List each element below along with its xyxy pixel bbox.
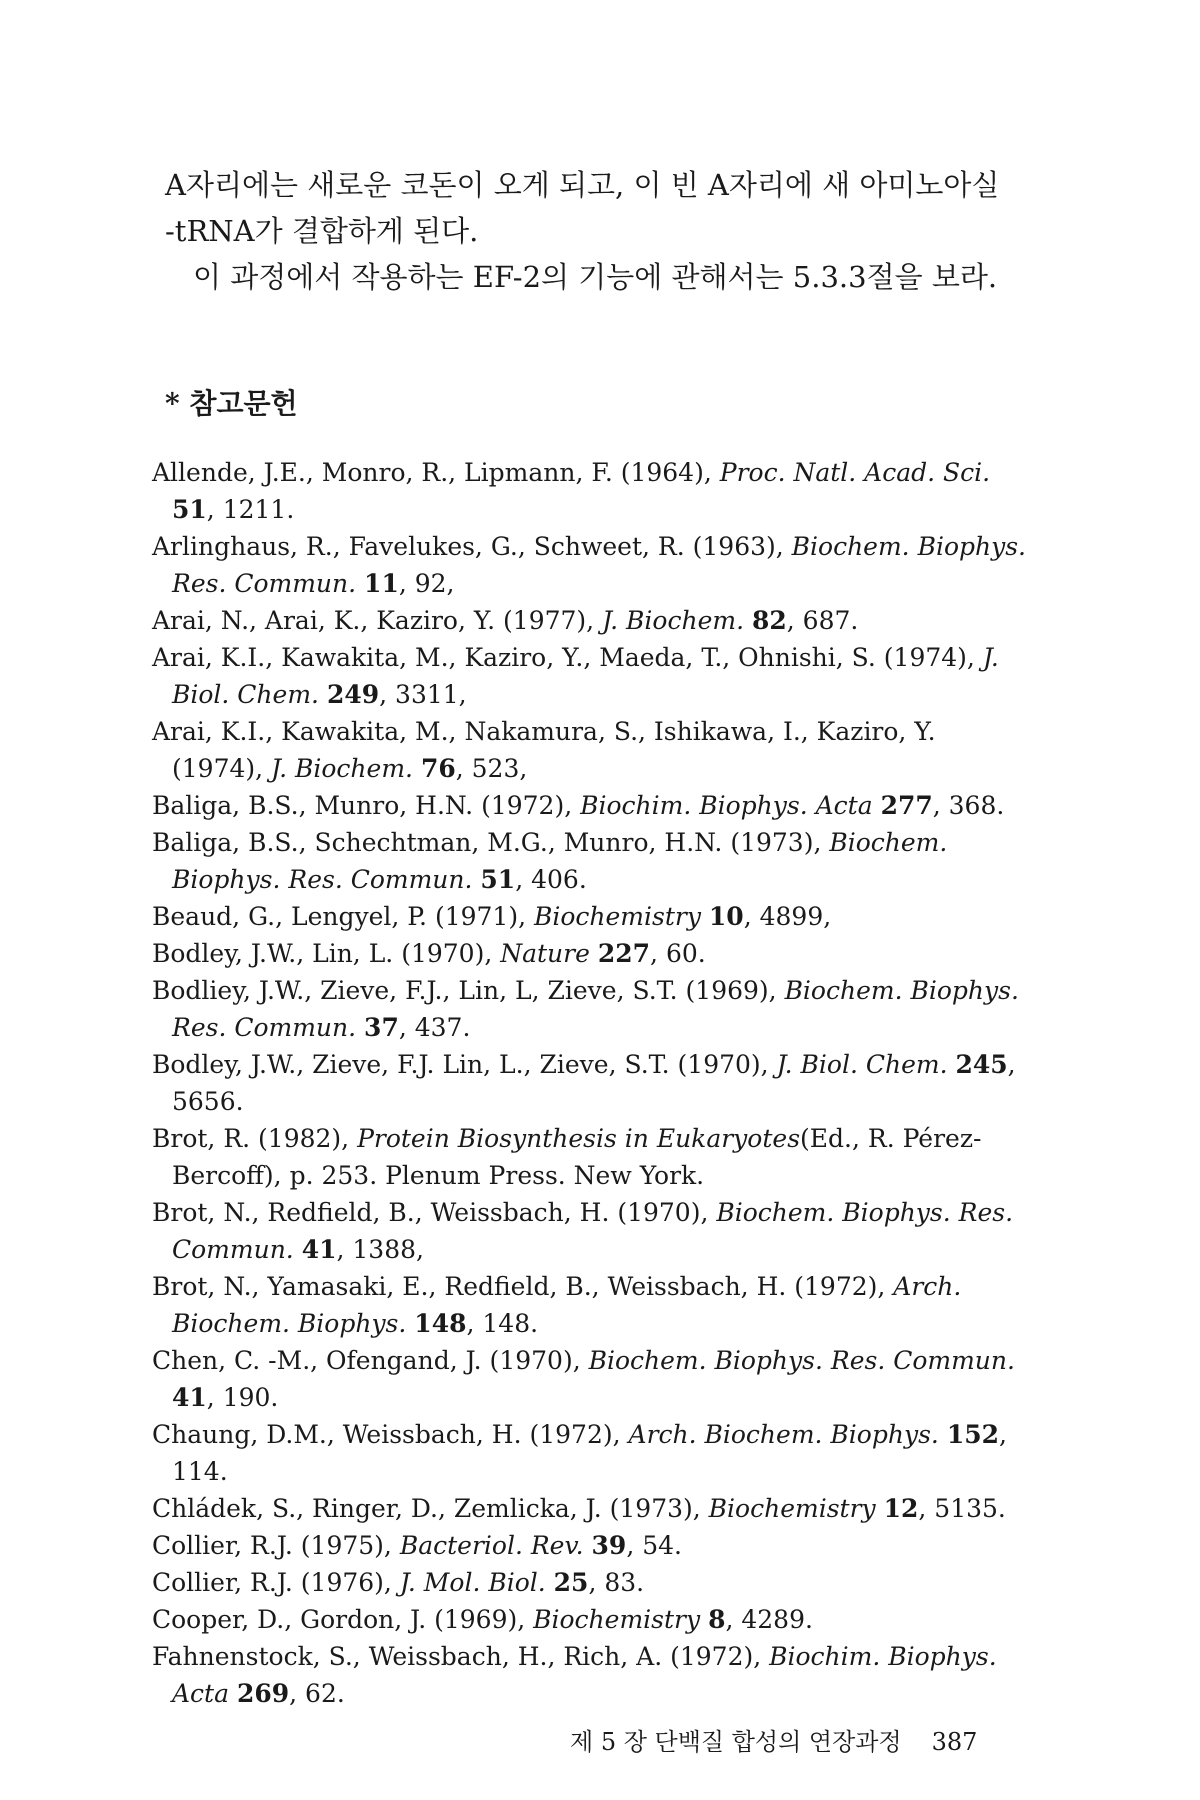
reference-authors: Brot, N., Yamasaki, E., Redfield, B., Weissbach, H. (1972), [152, 1272, 894, 1301]
reference-item [152, 1490, 1032, 1527]
reference-pages: , 83. [588, 1568, 645, 1597]
reference-item [152, 1416, 1032, 1490]
reference-journal: Arch. Biochem. Biophys. [172, 1272, 962, 1338]
reference-authors: Collier, R.J. (1975), [152, 1531, 400, 1560]
reference-volume: 245 [955, 1050, 1008, 1079]
reference-volume: 8 [708, 1605, 726, 1634]
intro-line-3: 이 과정에서 작용하는 EF-2의 기능에 관해서는 5.3.3절을 보라. [193, 260, 998, 294]
reference-journal: Proc. Natl. Acad. Sci. [719, 458, 991, 487]
reference-authors: Bodley, J.W., Zieve, F.J. Lin, L., Zieve, S.T. (1970), [152, 1050, 777, 1079]
reference-item [152, 1194, 1032, 1268]
reference-item [152, 787, 1032, 824]
references-heading: * 참고문헌 [165, 387, 298, 420]
reference-pages: , 523, [455, 754, 528, 783]
reference-pages: , 60. [650, 939, 706, 968]
reference-journal: Bacteriol. Rev. [399, 1531, 584, 1560]
reference-journal: Biochemistry [533, 902, 701, 931]
reference-authors: Chaung, D.M., Weissbach, H. (1972), [152, 1420, 629, 1449]
reference-item [152, 1601, 1032, 1638]
intro-line-1: A자리에는 새로운 코돈이 오게 되고, 이 빈 A자리에 새 아미노아실 [165, 168, 1000, 202]
reference-volume: 39 [591, 1531, 627, 1560]
reference-item [152, 898, 1032, 935]
reference-item [152, 935, 1032, 972]
reference-volume: 41 [301, 1235, 337, 1264]
reference-volume: 152 [946, 1420, 999, 1449]
reference-authors: Baliga, B.S., Schechtman, M.G., Munro, H.N. (1973), [152, 828, 830, 857]
reference-volume: 10 [708, 902, 744, 931]
page-footer [570, 1722, 977, 1757]
reference-volume: 269 [236, 1679, 290, 1708]
reference-authors: Baliga, B.S., Munro, H.N. (1972), [152, 791, 581, 820]
reference-pages: , 4899, [743, 902, 832, 931]
reference-pages: , 687. [786, 606, 859, 635]
reference-authors: Cooper, D., Gordon, J. (1969), [152, 1605, 534, 1634]
reference-item [152, 972, 1032, 1046]
reference-authors: Brot, N., Redfield, B., Weissbach, H. (1970), [152, 1198, 717, 1227]
reference-item [152, 639, 1032, 713]
reference-journal: J. Biol. Chem. [776, 1050, 948, 1079]
reference-pages: (Ed., R. Pérez-Bercoff), p. 253. Plenum Press. New York. [172, 1124, 982, 1190]
reference-journal: Biochim. Biophys. Acta [172, 1642, 997, 1708]
reference-item [152, 1120, 1032, 1194]
reference-authors: Chládek, S., Ringer, D., Zemlicka, J. (1973), [152, 1494, 709, 1523]
reference-journal: Biochem. Biophys. Res. Commun. [172, 828, 948, 894]
reference-authors: Fahnenstock, S., Weissbach, H., Rich, A. (1972), [152, 1642, 770, 1671]
reference-authors: Arlinghaus, R., Favelukes, G., Schweet, R. (1963), [152, 532, 792, 561]
reference-pages: , 437. [398, 1013, 471, 1042]
intro-paragraph [165, 162, 1045, 300]
reference-journal: Biochem. Biophys. Res. Commun. [172, 976, 1019, 1042]
reference-journal: Biochemistry [708, 1494, 876, 1523]
reference-item [152, 1342, 1032, 1416]
reference-pages: , 1388, [336, 1235, 424, 1264]
reference-journal: Biochem. Biophys. Res. Commun. [172, 1198, 1014, 1264]
chapter-title: 제 5 장 단백질 합성의 연장과정 [570, 1728, 902, 1756]
reference-item [152, 1638, 1032, 1712]
reference-pages: , 92, [398, 569, 455, 598]
reference-journal: Arch. Biochem. Biophys. [628, 1420, 939, 1449]
reference-item [152, 1268, 1032, 1342]
reference-authors: Arai, K.I., Kawakita, M., Kaziro, Y., Maeda, T., Ohnishi, S. (1974), [152, 643, 983, 672]
reference-volume: 277 [880, 791, 933, 820]
reference-item [152, 824, 1032, 898]
reference-authors: Allende, J.E., Monro, R., Lipmann, F. (1964), [152, 458, 720, 487]
reference-pages: , 5656. [172, 1050, 1016, 1116]
reference-list [152, 454, 1032, 1712]
reference-pages: , 62. [289, 1679, 345, 1708]
reference-volume: 148 [414, 1309, 467, 1338]
reference-journal: J. Biochem. [271, 754, 413, 783]
reference-item [152, 1564, 1032, 1601]
reference-volume: 51 [172, 495, 207, 524]
reference-authors: Arai, N., Arai, K., Kaziro, Y. (1977), [152, 606, 603, 635]
reference-item [152, 454, 1032, 528]
reference-journal: Biochem. Biophys. Res. Commun. [588, 1346, 1015, 1375]
reference-volume: 82 [751, 606, 787, 635]
reference-pages: , 148. [466, 1309, 539, 1338]
reference-item [152, 713, 1032, 787]
reference-authors: Brot, R. (1982), [152, 1124, 358, 1153]
reference-volume: 227 [597, 939, 651, 968]
reference-pages: , 54. [626, 1531, 682, 1560]
reference-volume: 12 [883, 1494, 919, 1523]
reference-journal: Protein Biosynthesis in Eukaryotes [357, 1124, 801, 1153]
reference-volume: 51 [480, 865, 516, 894]
reference-pages: , 114. [172, 1420, 1007, 1486]
reference-pages: , 406. [515, 865, 587, 894]
reference-pages: , 1211. [206, 495, 295, 524]
reference-authors: Bodliey, J.W., Zieve, F.J., Lin, L, Zieve, S.T. (1969), [152, 976, 785, 1005]
reference-volume: 25 [553, 1568, 589, 1597]
reference-item [152, 528, 1032, 602]
reference-pages: , 368. [932, 791, 1005, 820]
reference-volume: 76 [420, 754, 456, 783]
reference-item [152, 1046, 1032, 1120]
reference-volume: 41 [172, 1383, 207, 1412]
reference-volume: 11 [364, 569, 399, 598]
page-number: 387 [931, 1728, 978, 1756]
reference-item [152, 1527, 1032, 1564]
reference-authors: Arai, K.I., Kawakita, M., Nakamura, S., Ishikawa, I., Kaziro, Y. (1974), [152, 717, 936, 783]
reference-pages: , 4289. [725, 1605, 813, 1634]
reference-pages: , 5135. [918, 1494, 1006, 1523]
reference-authors: Chen, C. -M., Ofengand, J. (1970), [152, 1346, 589, 1375]
reference-journal: Nature [500, 939, 590, 968]
reference-authors: Beaud, G., Lengyel, P. (1971), [152, 902, 534, 931]
reference-authors: Collier, R.J. (1976), [152, 1568, 400, 1597]
intro-line-2: -tRNA가 결합하게 된다. [165, 214, 479, 248]
reference-authors: Bodley, J.W., Lin, L. (1970), [152, 939, 501, 968]
reference-journal: J. Biochem. [602, 606, 745, 635]
reference-journal: J. Biol. Chem. [172, 643, 999, 709]
reference-journal: Biochem. Biophys. Res. Commun. [172, 532, 1026, 598]
reference-journal: Biochim. Biophys. Acta [580, 791, 873, 820]
reference-pages: , 190. [206, 1383, 279, 1412]
reference-journal: J. Mol. Biol. [399, 1568, 546, 1597]
reference-volume: 249 [326, 680, 380, 709]
reference-item [152, 602, 1032, 639]
reference-journal: Biochemistry [533, 1605, 701, 1634]
reference-volume: 37 [364, 1013, 399, 1042]
reference-pages: , 3311, [379, 680, 467, 709]
